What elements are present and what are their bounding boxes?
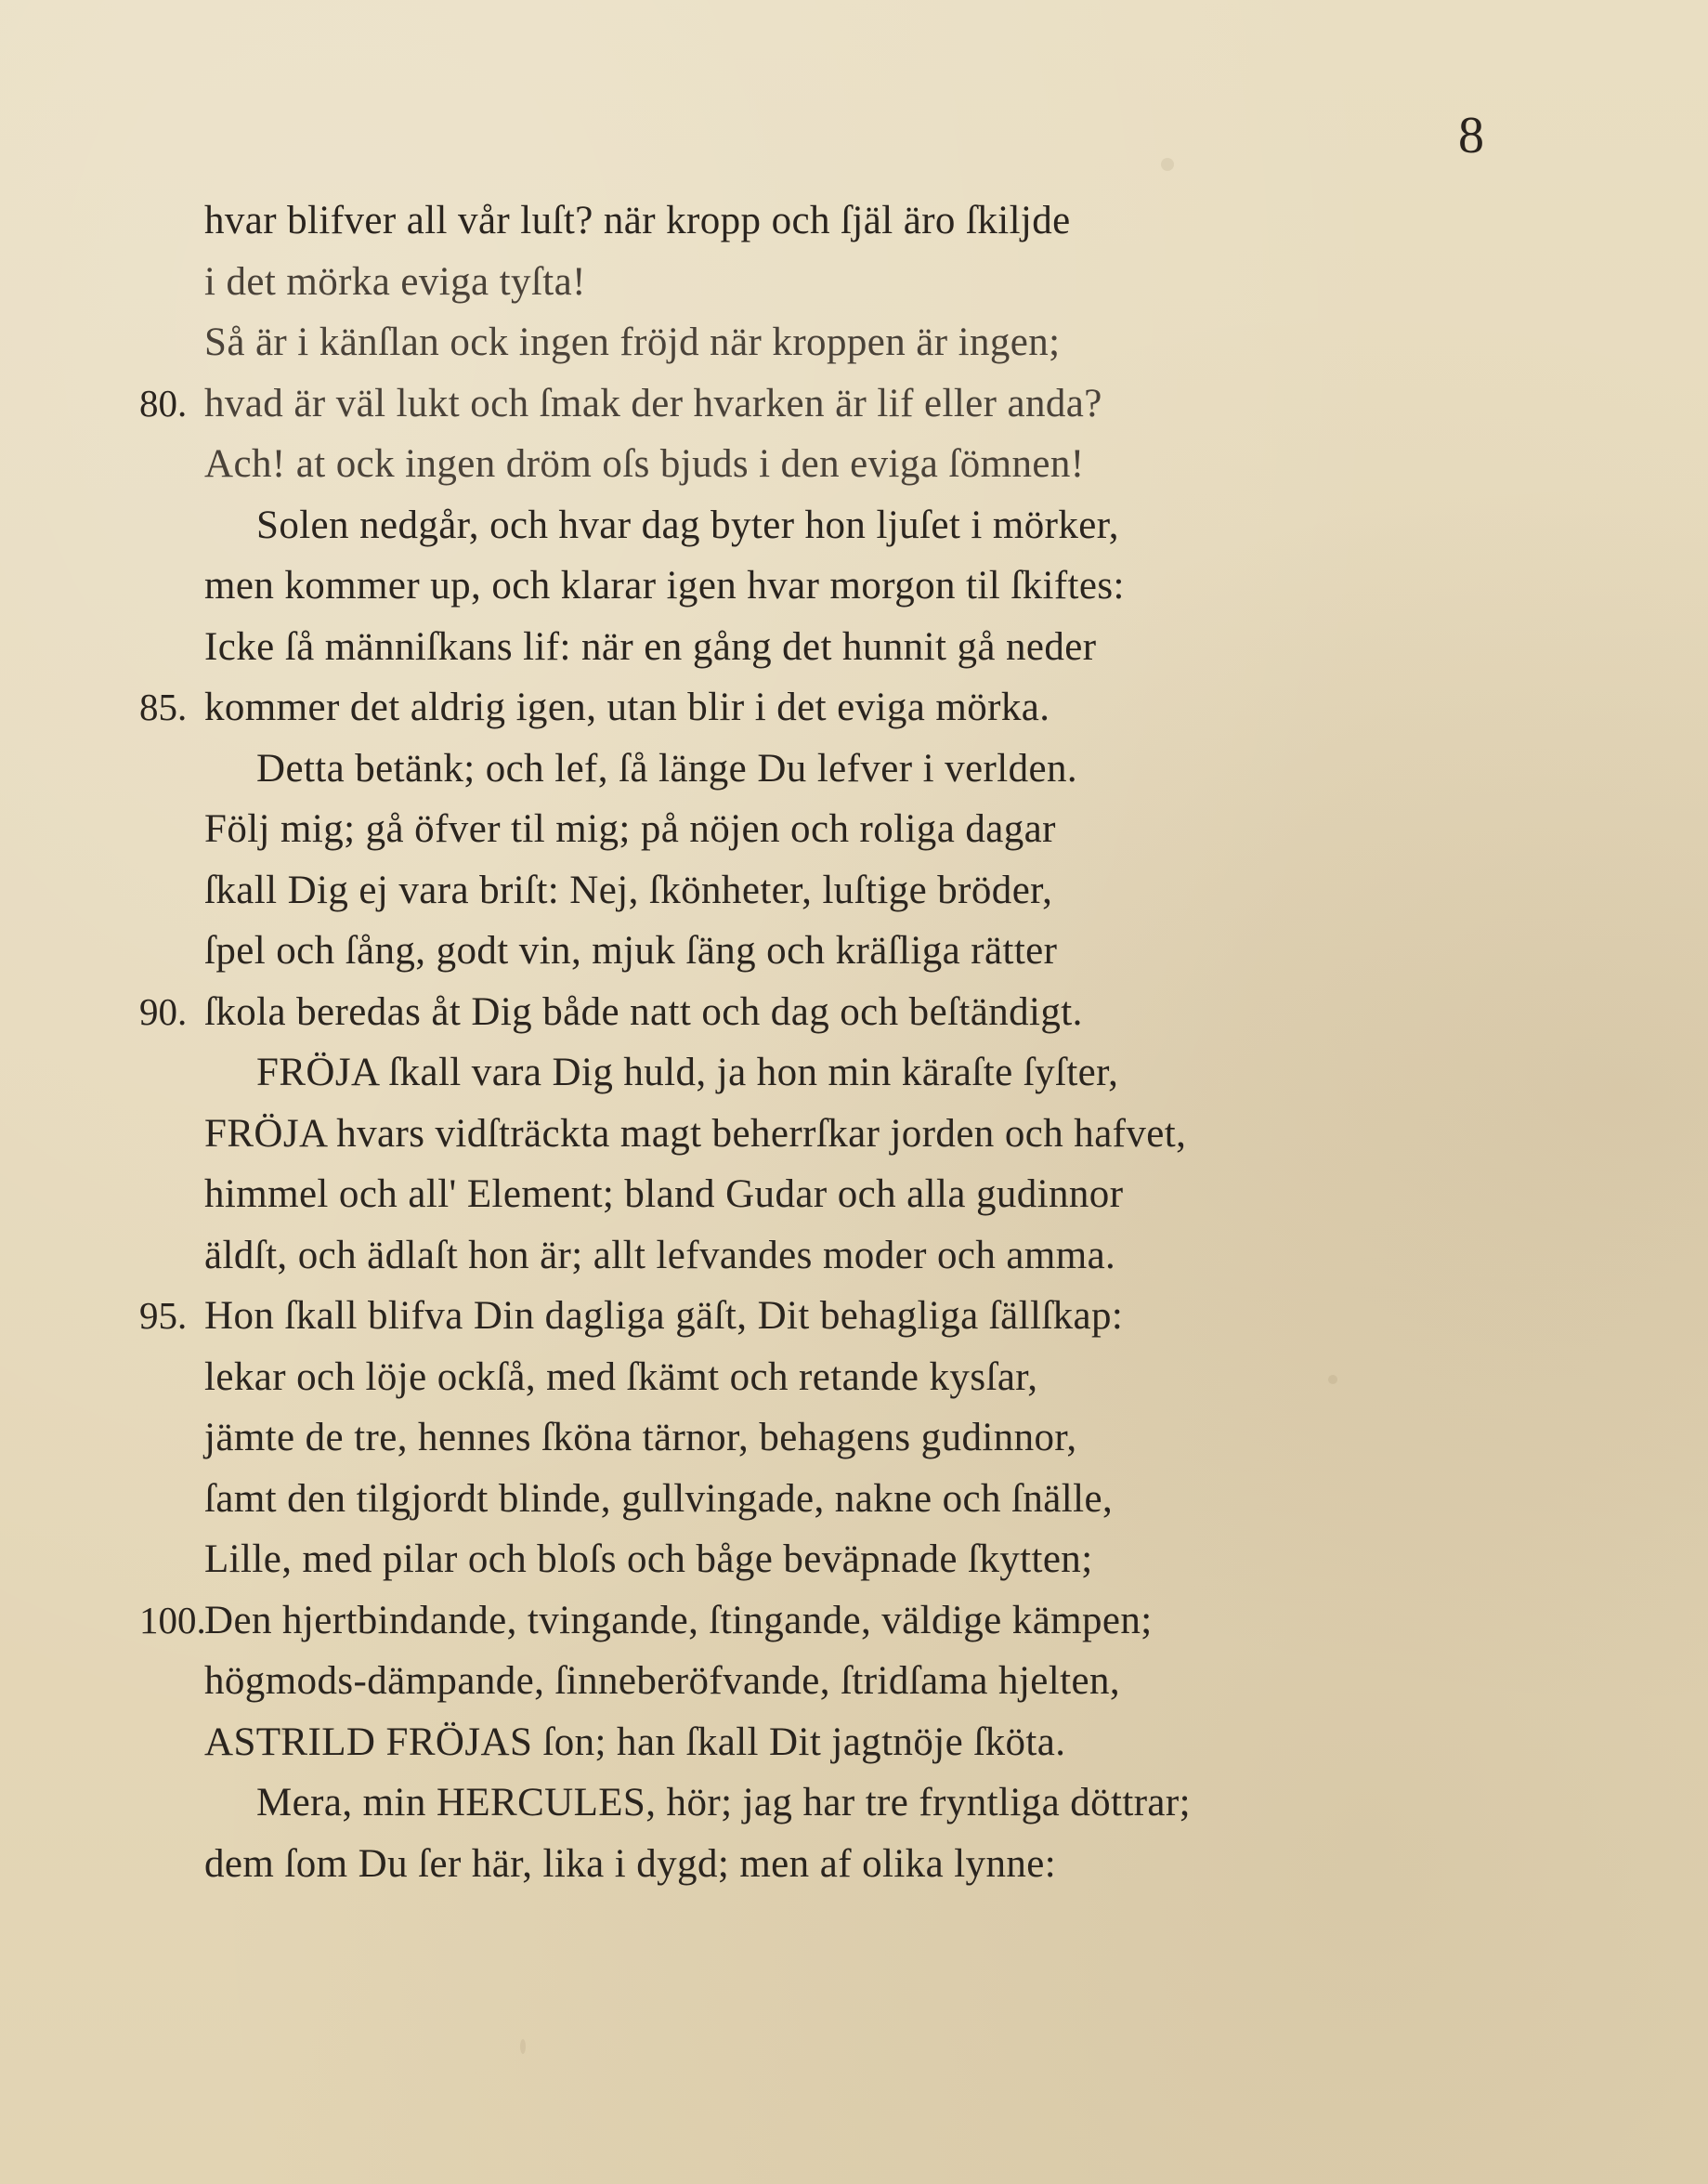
verse-line bbox=[0, 556, 1708, 617]
verse-text: kommer det aldrig igen, utan blir i det eviga mörka. bbox=[204, 686, 1050, 729]
verse-text: Den hjertbindande, tvingande, ſtingande, väldige kämpen; bbox=[204, 1598, 1153, 1642]
verse-text: jämte de tre, hennes ſköna tärnor, behagens gudinnor, bbox=[204, 1416, 1077, 1459]
paper-stain bbox=[520, 2039, 526, 2054]
verse-line bbox=[0, 739, 1708, 800]
verse-line bbox=[0, 190, 1708, 252]
verse-line bbox=[0, 617, 1708, 678]
page-number: 8 bbox=[1458, 107, 1484, 164]
verse-text: högmods-dämpande, ſinneberöfvande, ſtridſama hjelten, bbox=[204, 1659, 1121, 1703]
verse-text: Mera, min HERCULES, hör; jag har tre fryntliga döttrar; bbox=[256, 1781, 1191, 1824]
verse-line bbox=[0, 1104, 1708, 1165]
verse-line bbox=[0, 312, 1708, 373]
line-number: 85. bbox=[139, 686, 188, 728]
verse-line bbox=[0, 252, 1708, 313]
verse-line bbox=[0, 1164, 1708, 1225]
verse-line bbox=[0, 1286, 1708, 1347]
verse-text: ſamt den tilgjordt blinde, gullvingade, nakne och ſnälle, bbox=[204, 1476, 1114, 1521]
verse-text: Så är i känſlan ock ingen fröjd när kroppen är ingen; bbox=[204, 320, 1061, 364]
verse-line bbox=[0, 1712, 1708, 1773]
verse-text: Lille, med pilar och bloſs och båge beväpnade ſkytten; bbox=[204, 1537, 1093, 1581]
verse-text: ſkola beredas åt Dig både natt och dag och beſtändigt. bbox=[204, 989, 1083, 1034]
verse-text: Detta betänk; och lef, ſå länge Du lefver i verlden. bbox=[256, 746, 1078, 791]
verse-line bbox=[0, 1590, 1708, 1652]
verse-text: Icke ſå männiſkans lif: när en gång det hunnit gå neder bbox=[204, 624, 1097, 669]
verse-line bbox=[0, 1651, 1708, 1712]
verse-line bbox=[0, 1469, 1708, 1530]
verse-text: ASTRILD FRÖJAS ſon; han ſkall Dit jagtnöje ſköta. bbox=[204, 1720, 1066, 1764]
line-number: 90. bbox=[139, 989, 188, 1033]
line-number: 95. bbox=[139, 1294, 188, 1337]
verse-text: ſkall Dig ej vara briſt: Nej, ſkönheter, luſtige bröder, bbox=[204, 868, 1053, 912]
verse-text: FRÖJA ſkall vara Dig huld, ja hon min käraſte ſyſter, bbox=[256, 1051, 1119, 1094]
verse-line bbox=[0, 1042, 1708, 1104]
verse-line bbox=[0, 1834, 1708, 1895]
verse-text: Solen nedgår, och hvar dag byter hon ljuſet i mörker, bbox=[256, 503, 1119, 547]
verse-line bbox=[0, 434, 1708, 495]
verse-text: Följ mig; gå öfver til mig; på nöjen och roliga dagar bbox=[204, 807, 1056, 851]
verse-line bbox=[0, 1407, 1708, 1469]
paper-stain bbox=[1161, 158, 1174, 171]
verse-line bbox=[0, 1225, 1708, 1287]
verse-line bbox=[0, 1347, 1708, 1408]
verse-text: lekar och löje ockſå, med ſkämt och retande kysſar, bbox=[204, 1354, 1038, 1399]
verse-line bbox=[0, 860, 1708, 922]
verse-text: Ach! at ock ingen dröm oſs bjuds i den eviga ſömnen! bbox=[204, 442, 1085, 486]
verse-line bbox=[0, 799, 1708, 860]
verse-text: Hon ſkall blifva Din dagliga gäſt, Dit behagliga ſällſkap: bbox=[204, 1294, 1124, 1338]
verse-line bbox=[0, 373, 1708, 435]
verse-line bbox=[0, 495, 1708, 556]
verse-text: dem ſom Du ſer här, lika i dygd; men af olika lynne: bbox=[204, 1841, 1057, 1886]
poem-text bbox=[0, 190, 1708, 1894]
line-number: 80. bbox=[139, 381, 188, 425]
verse-text: hvar blifver all vår luſt? när kropp och ſjäl äro ſkiljde bbox=[204, 199, 1071, 242]
verse-line bbox=[0, 921, 1708, 982]
verse-text: men kommer up, och klarar igen hvar morgon til ſkiftes: bbox=[204, 564, 1125, 608]
verse-line bbox=[0, 982, 1708, 1043]
verse-text: FRÖJA hvars vidſträckta magt beherrſkar jorden och hafvet, bbox=[204, 1111, 1187, 1156]
verse-text: ſpel och ſång, godt vin, mjuk ſäng och kräſliga rätter bbox=[204, 929, 1058, 973]
verse-text: i det mörka eviga tyſta! bbox=[204, 259, 586, 304]
verse-text: hvad är väl lukt och ſmak der hvarken är lif eller anda? bbox=[204, 381, 1102, 425]
verse-line bbox=[0, 1529, 1708, 1590]
verse-line bbox=[0, 677, 1708, 739]
line-number: 100. bbox=[139, 1598, 206, 1641]
verse-text: äldſt, och ädlaſt hon är; allt lefvandes moder och amma. bbox=[204, 1233, 1116, 1277]
verse-text: himmel och all' Element; bland Gudar och alla gudinnor bbox=[204, 1172, 1124, 1216]
verse-line bbox=[0, 1772, 1708, 1834]
